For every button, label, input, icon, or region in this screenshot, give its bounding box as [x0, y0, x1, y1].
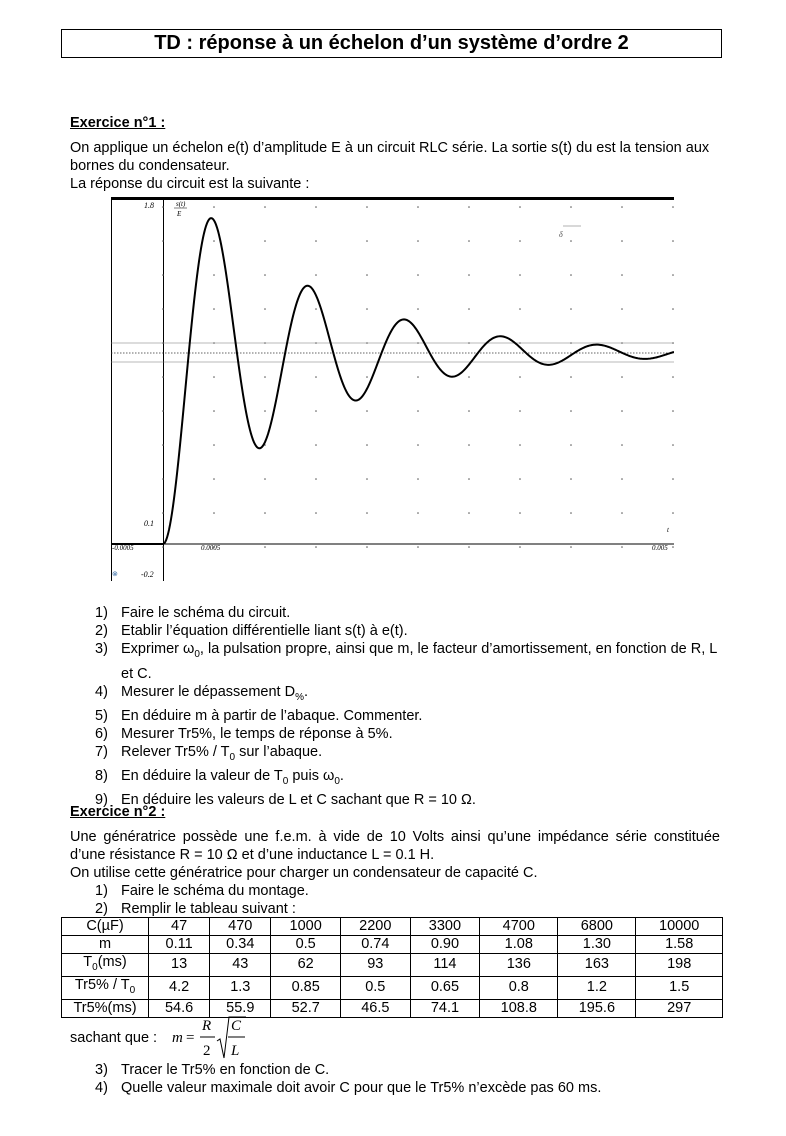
table-cell: 0.74	[341, 936, 411, 954]
question-9	[95, 791, 725, 809]
grid-dot	[366, 410, 368, 412]
row-header	[62, 976, 149, 999]
grid-dot	[315, 444, 317, 446]
table-cell: 3300	[410, 918, 480, 936]
table-cell: 1.08	[480, 936, 558, 954]
question-number: 9)	[95, 792, 108, 809]
grid-dot	[315, 478, 317, 480]
question-number: 6)	[95, 726, 108, 742]
table-cell: 0.65	[410, 976, 480, 999]
grid-dot	[621, 512, 623, 514]
grid-dot	[417, 478, 419, 480]
grid-dot	[366, 512, 368, 514]
grid-dot	[417, 376, 419, 378]
question-2	[95, 900, 725, 918]
grid-dot	[519, 274, 521, 276]
table-cell: 1.2	[558, 976, 636, 999]
table-cell: 297	[636, 999, 723, 1017]
grid-dot	[213, 512, 215, 514]
table-cell: 13	[149, 954, 210, 977]
grid-dot	[366, 240, 368, 242]
grid-dot	[264, 274, 266, 276]
grid-dot	[519, 206, 521, 208]
grid-dot	[672, 478, 674, 480]
row-header-text: Tr5% / T	[74, 976, 130, 993]
grid-dot	[468, 410, 470, 412]
formula-L: L	[231, 1043, 240, 1059]
table-cell: 0.90	[410, 936, 480, 954]
y-axis-label-num: s(t)	[176, 200, 186, 208]
question-text: Mesurer le dépassement D	[121, 683, 296, 700]
table-cell: 163	[558, 954, 636, 977]
grid-dot	[672, 274, 674, 276]
grid-dot	[621, 274, 623, 276]
question-2	[95, 622, 725, 640]
grid-dot	[417, 240, 419, 242]
grid-dot	[213, 206, 215, 208]
grid-dot	[366, 478, 368, 480]
grid-dot	[315, 240, 317, 242]
row-header: m	[62, 936, 149, 954]
question-text: Tracer le Tr5% en fonction de C.	[121, 1062, 330, 1078]
question-text: Faire le schéma du circuit.	[121, 605, 291, 621]
grid-dot	[672, 410, 674, 412]
question-text: En déduire les valeurs de L et C sachant que R = 10 Ω.	[121, 792, 476, 809]
table-cell: 136	[480, 954, 558, 977]
grid-dot	[366, 274, 368, 276]
grid-dot	[570, 206, 572, 208]
grid-dot	[366, 308, 368, 310]
grid-dot	[213, 478, 215, 480]
grid-dot	[162, 410, 164, 412]
question-number: 1)	[95, 605, 108, 621]
table-row	[62, 976, 723, 999]
graph-frame	[111, 197, 674, 581]
grid-dot	[621, 240, 623, 242]
damping-formula	[70, 1015, 270, 1061]
grid-dot	[213, 376, 215, 378]
grid-dot	[264, 478, 266, 480]
exercise-1-intro-2: La réponse du circuit est la suivante :	[70, 176, 310, 192]
question-text: sur l’abaque.	[235, 744, 323, 761]
grid-dot	[519, 512, 521, 514]
table-cell: 6800	[558, 918, 636, 936]
grid-dot	[519, 308, 521, 310]
grid-dot	[366, 376, 368, 378]
grid-dot	[672, 240, 674, 242]
grid-dot	[315, 410, 317, 412]
grid-dot	[264, 376, 266, 378]
grid-dot	[570, 308, 572, 310]
question-number: 8)	[95, 768, 108, 785]
table-cell: 0.34	[210, 936, 271, 954]
table-cell: 62	[271, 954, 341, 977]
data-table	[61, 917, 723, 1018]
step-response-graph	[111, 197, 674, 581]
grid-dot	[519, 444, 521, 446]
grid-dot	[315, 274, 317, 276]
grid-dot	[672, 512, 674, 514]
grid-dot	[468, 512, 470, 514]
grid-dot	[672, 206, 674, 208]
grid-dot	[519, 410, 521, 412]
table-cell: 0.5	[271, 936, 341, 954]
question-5	[95, 707, 725, 725]
y-axis-label-den: E	[177, 210, 182, 218]
question-number: 3)	[95, 1062, 108, 1078]
table-row	[62, 954, 723, 977]
question-number: 5)	[95, 707, 108, 724]
table-row	[62, 918, 723, 936]
table-cell: 1.5	[636, 976, 723, 999]
grid-dot	[570, 274, 572, 276]
grid-dot	[162, 240, 164, 242]
grid-dot	[162, 478, 164, 480]
grid-dot	[366, 206, 368, 208]
exercise-1-questions	[95, 604, 725, 810]
grid-dot	[213, 240, 215, 242]
table-cell: 74.1	[410, 999, 480, 1017]
question-6	[95, 725, 725, 743]
table-cell: 93	[341, 954, 411, 977]
table-cell: 2200	[341, 918, 411, 936]
grid-dot	[162, 206, 164, 208]
grid-dot	[468, 546, 470, 548]
grid-dot	[621, 206, 623, 208]
table-cell: 54.6	[149, 999, 210, 1017]
grid-dot	[468, 240, 470, 242]
grid-dot	[315, 376, 317, 378]
grid-dot	[315, 512, 317, 514]
subscript: %	[295, 691, 304, 703]
question-number: 3)	[95, 641, 108, 658]
dot-grid	[162, 206, 674, 548]
row-header	[62, 954, 149, 977]
question-number: 4)	[95, 683, 108, 700]
exercise-2-intro: Une génératrice possède une f.e.m. à vide de 10 Volts ainsi qu’une impédance série constituée d’une résistance R = 10 Ω et d’une inductance L = 0.1 H.	[70, 829, 720, 863]
table-cell: 1.30	[558, 936, 636, 954]
grid-dot	[417, 546, 419, 548]
grid-dot	[162, 274, 164, 276]
question-text: Quelle valeur maximale doit avoir C pour que le Tr5% n’excède pas 60 ms.	[121, 1080, 602, 1097]
exercise-2-questions-a	[95, 882, 725, 918]
x-label-min: -0.0005	[112, 544, 134, 552]
grid-dot	[672, 308, 674, 310]
grid-dot	[672, 444, 674, 446]
question-text: .	[303, 683, 309, 700]
question-7	[95, 743, 725, 767]
row-header: C(µF)	[62, 918, 149, 936]
formula-C: C	[231, 1018, 242, 1034]
table-cell: 1.58	[636, 936, 723, 954]
table-cell: 10000	[636, 918, 723, 936]
x-label-max: 0.005	[652, 544, 668, 552]
subscript: 0	[334, 776, 340, 788]
grid-dot	[570, 410, 572, 412]
grid-dot	[366, 546, 368, 548]
question-3	[95, 1061, 725, 1079]
grid-dot	[162, 546, 164, 548]
table-cell: 1000	[271, 918, 341, 936]
table-cell: 52.7	[271, 999, 341, 1017]
grid-dot	[417, 444, 419, 446]
grid-dot	[621, 444, 623, 446]
table-cell: 195.6	[558, 999, 636, 1017]
grid-dot	[264, 308, 266, 310]
subscript: 0	[92, 961, 98, 973]
table-cell: 46.5	[341, 999, 411, 1017]
grid-dot	[621, 308, 623, 310]
grid-dot	[213, 410, 215, 412]
exercise-2-intro-2: On utilise cette génératrice pour charger un condensateur de capacité C.	[70, 865, 538, 881]
table-row	[62, 936, 723, 954]
table-cell: 4700	[480, 918, 558, 936]
grid-dot	[417, 308, 419, 310]
exercise-1-intro: On applique un échelon e(t) d’amplitude E à un circuit RLC série. La sortie s(t) du est la tension aux bornes du condensateur.	[70, 140, 710, 174]
grid-dot	[468, 206, 470, 208]
question-8	[95, 767, 725, 791]
table-cell: 0.8	[480, 976, 558, 999]
grid-dot	[264, 512, 266, 514]
table-cell: 108.8	[480, 999, 558, 1017]
grid-dot	[213, 444, 215, 446]
grid-dot	[366, 444, 368, 446]
table-cell: 4.2	[149, 976, 210, 999]
grid-dot	[468, 376, 470, 378]
grid-dot	[570, 444, 572, 446]
question-number: 1)	[95, 883, 108, 899]
table-cell: 0.11	[149, 936, 210, 954]
exercise-1-heading: Exercice n°1 :	[70, 115, 166, 131]
grid-dot	[621, 410, 623, 412]
exercise-2-heading: Exercice n°2 :	[70, 804, 166, 820]
question-text: En déduire m à partir de l’abaque. Commenter.	[121, 707, 423, 724]
grid-dot	[519, 240, 521, 242]
subscript: 0	[129, 984, 136, 996]
grid-dot	[519, 546, 521, 548]
question-text: .	[339, 768, 344, 785]
question-text: En déduire la valeur de T	[121, 768, 283, 785]
row-header-text: T	[83, 954, 93, 970]
subscript: 0	[194, 649, 200, 661]
grid-dot	[315, 546, 317, 548]
page-title: TD : réponse à un échelon d’un système d’ordre 2	[61, 29, 722, 58]
question-3	[95, 640, 725, 682]
question-1	[95, 882, 725, 900]
table-cell: 55.9	[210, 999, 271, 1017]
grid-dot	[213, 308, 215, 310]
table-cell: 47	[149, 918, 210, 936]
grid-dot	[213, 274, 215, 276]
table-cell: 114	[410, 954, 480, 977]
corner-mark-icon	[559, 226, 581, 239]
grid-dot	[570, 512, 572, 514]
formula-line	[70, 1015, 270, 1061]
formula-equals: =	[186, 1030, 195, 1046]
grid-dot	[672, 546, 674, 548]
grid-dot	[417, 274, 419, 276]
table-cell: 470	[210, 918, 271, 936]
grid-dot	[417, 206, 419, 208]
y-label-low: 0.1	[144, 519, 154, 528]
question-4	[95, 1079, 725, 1097]
question-text: Mesurer Tr5%, le temps de réponse à 5%.	[121, 726, 393, 742]
grid-dot	[264, 546, 266, 548]
y-label-min: -0.2	[141, 570, 154, 579]
grid-dot	[570, 240, 572, 242]
graph-badge-icon: ⊗	[112, 571, 118, 578]
question-number: 2)	[95, 901, 108, 918]
question-text: Remplir le tableau suivant :	[121, 901, 296, 918]
grid-dot	[570, 376, 572, 378]
grid-dot	[264, 240, 266, 242]
question-text: Exprimer ω	[121, 641, 195, 658]
grid-dot	[519, 478, 521, 480]
row-header: Tr5%(ms)	[62, 999, 149, 1017]
grid-dot	[162, 444, 164, 446]
y-label-top: 1.8	[144, 201, 154, 210]
grid-dot	[672, 376, 674, 378]
table-cell: 0.5	[341, 976, 411, 999]
grid-dot	[621, 376, 623, 378]
question-text: Relever Tr5% / T	[121, 744, 230, 761]
table-cell: 43	[210, 954, 271, 977]
corner-mark: δ	[559, 230, 563, 239]
grid-dot	[162, 512, 164, 514]
question-text: puis ω	[288, 768, 335, 785]
grid-dot	[519, 376, 521, 378]
grid-dot	[315, 308, 317, 310]
question-1	[95, 604, 725, 622]
grid-dot	[162, 376, 164, 378]
table-cell: 1.3	[210, 976, 271, 999]
grid-dot	[468, 274, 470, 276]
grid-dot	[570, 478, 572, 480]
subscript: 0	[229, 752, 236, 764]
table-cell: 0.85	[271, 976, 341, 999]
formula-R: R	[202, 1018, 212, 1034]
grid-dot	[264, 206, 266, 208]
grid-dot	[417, 512, 419, 514]
table-cell: 198	[636, 954, 723, 977]
formula-m: m	[172, 1030, 183, 1046]
question-text: Faire le schéma du montage.	[121, 883, 309, 899]
question-text: Etablir l’équation différentielle liant s(t) à e(t).	[121, 623, 408, 640]
question-number: 7)	[95, 744, 108, 761]
row-header-text: (ms)	[97, 954, 127, 970]
grid-dot	[621, 478, 623, 480]
formula-two: 2	[203, 1043, 211, 1059]
subscript: 0	[282, 776, 289, 788]
grid-dot	[468, 478, 470, 480]
grid-dot	[264, 410, 266, 412]
formula-prefix: sachant que :	[70, 1030, 158, 1046]
grid-dot	[162, 308, 164, 310]
grid-dot	[468, 444, 470, 446]
grid-dot	[621, 546, 623, 548]
x-label-tick: 0.0005	[201, 544, 221, 552]
response-curve	[111, 218, 674, 544]
x-axis-variable: t	[667, 526, 669, 534]
grid-dot	[417, 410, 419, 412]
grid-dot	[468, 308, 470, 310]
question-text: , la pulsation propre, ainsi que m, le facteur d’amortissement, en fonction de R, L et C.	[121, 641, 717, 682]
question-number: 4)	[95, 1080, 108, 1097]
question-number: 2)	[95, 623, 108, 640]
grid-dot	[570, 546, 572, 548]
question-4	[95, 683, 725, 707]
grid-dot	[315, 206, 317, 208]
exercise-2-questions-b	[95, 1061, 725, 1097]
